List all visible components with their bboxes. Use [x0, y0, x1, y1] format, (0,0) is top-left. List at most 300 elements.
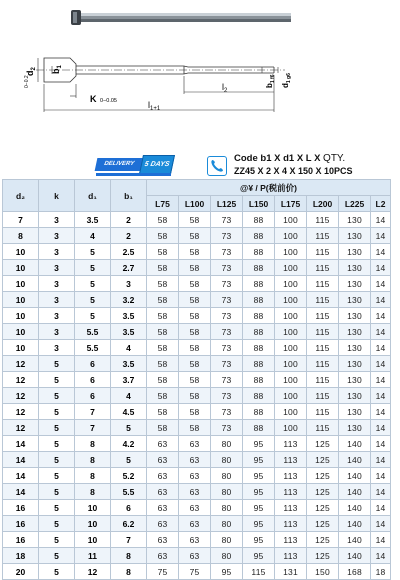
table-cell: 88	[243, 276, 275, 292]
table-cell: 3.5	[111, 308, 147, 324]
table-cell: 6.2	[111, 516, 147, 532]
table-cell: 10	[75, 500, 111, 516]
table-cell: 95	[243, 452, 275, 468]
table-cell: 58	[147, 372, 179, 388]
table-cell: 6	[111, 500, 147, 516]
table-cell: 100	[275, 260, 307, 276]
table-cell: 58	[179, 276, 211, 292]
table-cell: 115	[307, 276, 339, 292]
table-cell: 115	[307, 388, 339, 404]
table-cell: 130	[339, 292, 371, 308]
table-cell: 113	[275, 548, 307, 564]
table-cell: 5	[39, 532, 75, 548]
table-cell: 2.7	[111, 260, 147, 276]
table-cell: 73	[211, 420, 243, 436]
table-cell: 125	[307, 452, 339, 468]
table-cell: 125	[307, 532, 339, 548]
table-cell: 115	[307, 308, 339, 324]
table-cell: 8	[75, 484, 111, 500]
table-cell: 95	[243, 484, 275, 500]
table-cell: 14	[3, 436, 39, 452]
table-cell: 95	[243, 500, 275, 516]
table-cell: 14	[371, 548, 391, 564]
table-cell: 14	[3, 484, 39, 500]
table-cell: 130	[339, 260, 371, 276]
table-cell: 14	[371, 276, 391, 292]
table-cell: 14	[371, 292, 391, 308]
table-cell: 75	[147, 564, 179, 580]
table-cell: 14	[371, 484, 391, 500]
table-cell: 63	[147, 452, 179, 468]
table-cell: 88	[243, 356, 275, 372]
table-cell: 125	[307, 436, 339, 452]
table-cell: 125	[307, 516, 339, 532]
spec-table-body	[3, 212, 391, 580]
table-cell: 58	[179, 404, 211, 420]
table-cell: 63	[179, 532, 211, 548]
table-cell: 2	[111, 228, 147, 244]
d1-g6-label: $d_{1 g6}$	[281, 73, 292, 88]
b1-f6-label: $b_{1 f6}$	[265, 74, 276, 88]
k-label: K	[90, 94, 97, 104]
table-cell: 130	[339, 324, 371, 340]
table-row	[3, 388, 391, 404]
table-cell: 3	[111, 276, 147, 292]
table-cell: 3	[39, 340, 75, 356]
table-cell: 88	[243, 324, 275, 340]
table-cell: 100	[275, 356, 307, 372]
header-l175: L175	[275, 196, 307, 212]
table-cell: 14	[371, 324, 391, 340]
table-cell: 88	[243, 420, 275, 436]
table-cell: 130	[339, 404, 371, 420]
header-k: k	[39, 180, 75, 212]
table-cell: 140	[339, 484, 371, 500]
header-d2: d₂	[3, 180, 39, 212]
table-cell: 5	[75, 292, 111, 308]
table-cell: 73	[211, 276, 243, 292]
table-cell: 100	[275, 292, 307, 308]
table-cell: 58	[147, 356, 179, 372]
table-cell: 115	[307, 228, 339, 244]
table-cell: 113	[275, 452, 307, 468]
table-cell: 12	[3, 388, 39, 404]
table-cell: 115	[307, 356, 339, 372]
table-cell: 5	[39, 548, 75, 564]
table-cell: 88	[243, 340, 275, 356]
table-cell: 58	[147, 276, 179, 292]
table-cell: 14	[371, 532, 391, 548]
d2-tolerance: 0−0.2	[24, 75, 30, 88]
table-cell: 5	[75, 276, 111, 292]
table-cell: 95	[243, 532, 275, 548]
table-cell: 100	[275, 420, 307, 436]
table-cell: 5	[39, 468, 75, 484]
header-l200: L200	[307, 196, 339, 212]
table-cell: 12	[3, 356, 39, 372]
l2-label: $l_2$	[222, 82, 228, 94]
table-cell: 115	[307, 404, 339, 420]
table-cell: 2	[111, 212, 147, 228]
table-cell: 7	[3, 212, 39, 228]
table-row	[3, 212, 391, 228]
delivery-text: DELIVERY	[103, 161, 135, 167]
table-cell: 63	[147, 532, 179, 548]
table-cell: 113	[275, 532, 307, 548]
table-cell: 18	[3, 548, 39, 564]
table-cell: 58	[147, 308, 179, 324]
table-cell: 130	[339, 276, 371, 292]
table-row	[3, 292, 391, 308]
table-cell: 140	[339, 452, 371, 468]
table-cell: 80	[211, 516, 243, 532]
table-cell: 63	[179, 500, 211, 516]
table-cell: 73	[211, 228, 243, 244]
table-cell: 113	[275, 500, 307, 516]
table-cell: 5	[111, 452, 147, 468]
table-cell: 113	[275, 436, 307, 452]
table-cell: 100	[275, 244, 307, 260]
order-code-example: ZZ45 X 2 X 4 X 150 X 10PCS	[234, 166, 353, 176]
table-cell: 16	[3, 500, 39, 516]
table-cell: 3	[39, 292, 75, 308]
table-cell: 8	[75, 468, 111, 484]
table-cell: 10	[3, 340, 39, 356]
table-cell: 80	[211, 468, 243, 484]
table-cell: 115	[307, 340, 339, 356]
table-cell: 12	[3, 372, 39, 388]
table-cell: 100	[275, 404, 307, 420]
header-price: @¥ / P(税前价)	[147, 180, 391, 196]
header-l75: L75	[147, 196, 179, 212]
table-row	[3, 276, 391, 292]
table-cell: 3	[39, 228, 75, 244]
table-cell: 12	[3, 404, 39, 420]
table-cell: 58	[179, 244, 211, 260]
table-cell: 5.5	[111, 484, 147, 500]
table-cell: 5.5	[75, 324, 111, 340]
table-cell: 63	[179, 436, 211, 452]
table-cell: 115	[307, 372, 339, 388]
table-cell: 95	[211, 564, 243, 580]
table-cell: 140	[339, 500, 371, 516]
table-cell: 8	[75, 452, 111, 468]
table-cell: 10	[75, 516, 111, 532]
table-row	[3, 564, 391, 580]
table-cell: 3.5	[111, 324, 147, 340]
table-cell: 5	[39, 356, 75, 372]
table-cell: 58	[179, 292, 211, 308]
table-cell: 7	[75, 404, 111, 420]
table-cell: 73	[211, 292, 243, 308]
table-cell: 58	[147, 388, 179, 404]
table-cell: 10	[3, 324, 39, 340]
pin-outline	[36, 58, 285, 82]
header-l100: L100	[179, 196, 211, 212]
table-cell: 115	[307, 292, 339, 308]
table-cell: 14	[371, 212, 391, 228]
table-cell: 168	[339, 564, 371, 580]
table-cell: 6	[75, 372, 111, 388]
table-cell: 73	[211, 388, 243, 404]
table-cell: 5	[111, 420, 147, 436]
table-cell: 130	[339, 372, 371, 388]
table-cell: 63	[179, 516, 211, 532]
table-cell: 140	[339, 436, 371, 452]
table-cell: 12	[75, 564, 111, 580]
table-cell: 130	[339, 356, 371, 372]
table-cell: 115	[307, 260, 339, 276]
table-cell: 11	[75, 548, 111, 564]
table-cell: 58	[179, 228, 211, 244]
table-cell: 3.2	[111, 292, 147, 308]
table-cell: 73	[211, 372, 243, 388]
table-cell: 88	[243, 212, 275, 228]
l1-label: $l_{1+1}$	[148, 100, 161, 112]
table-cell: 12	[3, 420, 39, 436]
header-l125: L125	[211, 196, 243, 212]
table-cell: 58	[179, 212, 211, 228]
table-cell: 100	[275, 340, 307, 356]
table-cell: 73	[211, 308, 243, 324]
truck-icon	[96, 173, 171, 176]
table-row	[3, 244, 391, 260]
table-cell: 63	[179, 484, 211, 500]
table-cell: 113	[275, 516, 307, 532]
table-cell: 10	[75, 532, 111, 548]
header-l150: L150	[243, 196, 275, 212]
table-cell: 58	[147, 420, 179, 436]
table-cell: 115	[307, 212, 339, 228]
table-cell: 131	[275, 564, 307, 580]
table-cell: 130	[339, 308, 371, 324]
table-cell: 3.7	[111, 372, 147, 388]
five-days-text: 5 DAYS	[143, 161, 171, 168]
table-cell: 80	[211, 532, 243, 548]
table-cell: 3	[39, 324, 75, 340]
table-row	[3, 340, 391, 356]
table-cell: 130	[339, 340, 371, 356]
table-cell: 3	[39, 276, 75, 292]
table-cell: 14	[3, 452, 39, 468]
table-cell: 100	[275, 212, 307, 228]
five-days-badge	[139, 155, 175, 174]
table-cell: 88	[243, 308, 275, 324]
table-cell: 4	[75, 228, 111, 244]
table-cell: 58	[147, 244, 179, 260]
table-cell: 5	[39, 452, 75, 468]
table-cell: 7	[111, 532, 147, 548]
qty-text: QTY.	[323, 153, 346, 164]
table-cell: 130	[339, 212, 371, 228]
header-l225: L225	[339, 196, 371, 212]
table-cell: 73	[211, 404, 243, 420]
table-cell: 73	[211, 340, 243, 356]
table-cell: 100	[275, 308, 307, 324]
pin-photo	[71, 10, 291, 25]
table-cell: 14	[371, 388, 391, 404]
table-cell: 3	[39, 260, 75, 276]
table-cell: 14	[371, 436, 391, 452]
table-cell: 113	[275, 468, 307, 484]
table-cell: 88	[243, 388, 275, 404]
table-cell: 100	[275, 228, 307, 244]
table-cell: 10	[3, 308, 39, 324]
table-row	[3, 420, 391, 436]
table-row	[3, 436, 391, 452]
code-format-text: Code b1 X d1 X L X	[234, 153, 321, 164]
table-cell: 4	[111, 340, 147, 356]
table-cell: 8	[111, 548, 147, 564]
table-cell: 8	[75, 436, 111, 452]
table-cell: 5	[39, 564, 75, 580]
table-cell: 58	[179, 324, 211, 340]
table-cell: 7	[75, 420, 111, 436]
table-cell: 16	[3, 516, 39, 532]
table-row	[3, 356, 391, 372]
table-cell: 58	[147, 324, 179, 340]
table-cell: 6	[75, 388, 111, 404]
table-cell: 63	[147, 548, 179, 564]
table-cell: 58	[147, 212, 179, 228]
table-row	[3, 404, 391, 420]
table-cell: 3	[39, 308, 75, 324]
table-cell: 5.2	[111, 468, 147, 484]
table-cell: 95	[243, 516, 275, 532]
header-d1: d₁	[75, 180, 111, 212]
table-cell: 14	[371, 356, 391, 372]
table-cell: 4.5	[111, 404, 147, 420]
table-cell: 100	[275, 372, 307, 388]
b1-label: $b_1$	[51, 65, 63, 74]
table-cell: 3	[39, 212, 75, 228]
table-cell: 73	[211, 244, 243, 260]
table-cell: 63	[147, 516, 179, 532]
table-cell: 58	[179, 420, 211, 436]
table-cell: 14	[371, 420, 391, 436]
table-cell: 5	[39, 404, 75, 420]
table-cell: 3	[39, 244, 75, 260]
table-cell: 14	[371, 468, 391, 484]
table-cell: 130	[339, 228, 371, 244]
table-cell: 80	[211, 436, 243, 452]
table-cell: 14	[371, 452, 391, 468]
table-cell: 125	[307, 468, 339, 484]
table-cell: 73	[211, 260, 243, 276]
table-cell: 58	[179, 260, 211, 276]
table-row	[3, 452, 391, 468]
table-cell: 58	[147, 404, 179, 420]
table-row	[3, 260, 391, 276]
header-l250: L2	[371, 196, 391, 212]
table-cell: 14	[371, 372, 391, 388]
table-cell: 14	[371, 516, 391, 532]
table-cell: 5	[39, 500, 75, 516]
table-cell: 58	[179, 356, 211, 372]
table-cell: 100	[275, 324, 307, 340]
table-cell: 18	[371, 564, 391, 580]
table-cell: 58	[147, 228, 179, 244]
table-cell: 6	[75, 356, 111, 372]
table-row	[3, 308, 391, 324]
table-cell: 10	[3, 276, 39, 292]
table-cell: 3.5	[111, 356, 147, 372]
table-cell: 63	[179, 452, 211, 468]
table-row	[3, 372, 391, 388]
table-cell: 140	[339, 468, 371, 484]
order-code-format	[234, 153, 345, 164]
table-cell: 80	[211, 548, 243, 564]
table-cell: 58	[179, 340, 211, 356]
table-cell: 5	[39, 484, 75, 500]
table-cell: 5	[75, 308, 111, 324]
header-b1: b₁	[111, 180, 147, 212]
table-cell: 58	[179, 372, 211, 388]
table-cell: 8	[3, 228, 39, 244]
table-cell: 63	[179, 548, 211, 564]
table-cell: 63	[147, 436, 179, 452]
table-row	[3, 548, 391, 564]
table-cell: 5	[39, 388, 75, 404]
table-cell: 73	[211, 356, 243, 372]
table-cell: 130	[339, 244, 371, 260]
spec-table	[2, 179, 391, 580]
table-cell: 10	[3, 292, 39, 308]
table-cell: 14	[371, 500, 391, 516]
table-cell: 5.5	[75, 340, 111, 356]
table-cell: 8	[111, 564, 147, 580]
table-cell: 88	[243, 244, 275, 260]
k-tolerance: 0−0.05	[100, 98, 117, 104]
table-cell: 130	[339, 388, 371, 404]
table-cell: 63	[147, 484, 179, 500]
table-cell: 4	[111, 388, 147, 404]
table-cell: 10	[3, 260, 39, 276]
ejector-pin-drawing	[0, 0, 400, 140]
table-cell: 14	[371, 308, 391, 324]
table-cell: 140	[339, 532, 371, 548]
table-cell: 88	[243, 372, 275, 388]
table-cell: 14	[371, 340, 391, 356]
table-cell: 130	[339, 420, 371, 436]
table-cell: 80	[211, 484, 243, 500]
table-cell: 88	[243, 260, 275, 276]
table-cell: 10	[3, 244, 39, 260]
table-cell: 63	[179, 468, 211, 484]
table-cell: 88	[243, 292, 275, 308]
table-row	[3, 228, 391, 244]
table-row	[3, 500, 391, 516]
table-row	[3, 516, 391, 532]
table-cell: 14	[371, 404, 391, 420]
table-cell: 100	[275, 388, 307, 404]
table-cell: 73	[211, 212, 243, 228]
table-cell: 125	[307, 484, 339, 500]
table-cell: 115	[307, 324, 339, 340]
table-cell: 5	[39, 516, 75, 532]
table-cell: 20	[3, 564, 39, 580]
table-cell: 75	[179, 564, 211, 580]
phone-icon	[207, 156, 227, 176]
table-row	[3, 532, 391, 548]
table-cell: 14	[371, 228, 391, 244]
table-cell: 115	[307, 244, 339, 260]
table-cell: 14	[3, 468, 39, 484]
table-cell: 113	[275, 484, 307, 500]
table-cell: 95	[243, 436, 275, 452]
table-cell: 80	[211, 452, 243, 468]
table-cell: 125	[307, 500, 339, 516]
